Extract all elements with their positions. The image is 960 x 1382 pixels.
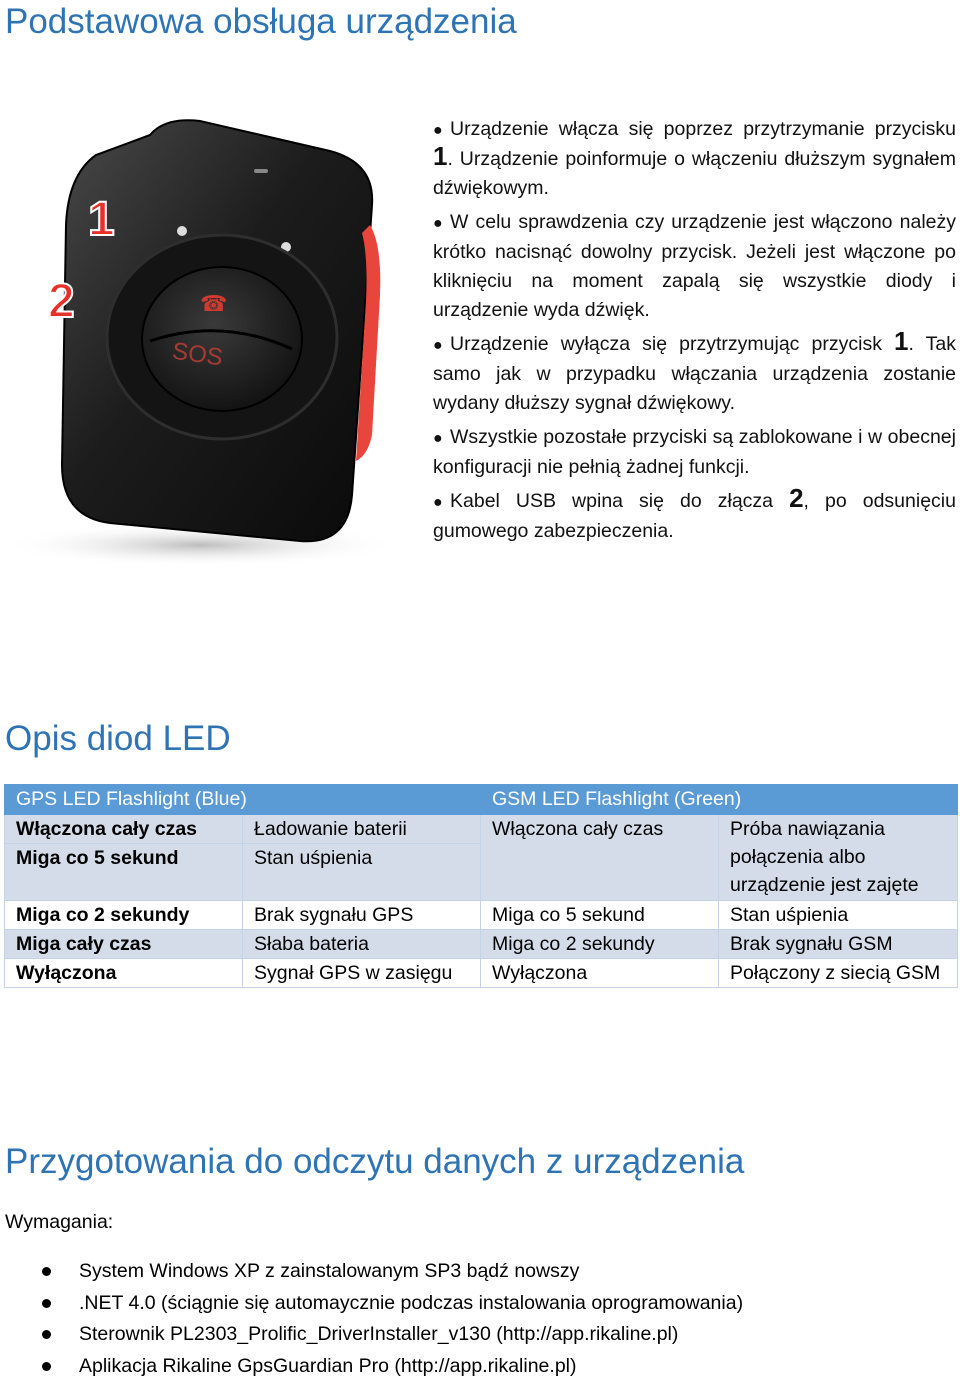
callout-number-1: 1 [88,193,115,246]
gps-meaning-cell: Ładowanie baterii [243,815,481,844]
list-item: ● Kabel USB wpina się do złącza 2, po odsunięciu gumowego zabezpieczenia. [433,487,956,546]
section-title-basic: Podstawowa obsługa urządzenia [5,2,517,42]
list-item: ● Urządzenie wyłącza się przytrzymując przycisk 1. Tak samo jak w przypadku włączania urządzenia zostanie wydany dłuższy sygnał dźwiękowy. [433,330,956,418]
bullet-icon: ● [433,424,450,453]
callout-number-2: 2 [48,275,75,328]
sos-label: SOS [171,338,225,372]
gps-state-cell: Wyłączona [5,959,243,988]
gps-state-cell: Miga co 2 sekundy [5,901,243,930]
gsm-header: GSM LED Flashlight (Green) [481,785,958,815]
list-item: ● Wszystkie pozostałe przyciski są zablokowane i w obecnej konfiguracji nie pełnią żadnej funkcji. [433,423,956,482]
list-item: ● Urządzenie włącza się poprzez przytrzymanie przycisku 1. Urządzenie poinformuje o włączeniu dłuższym sygnałem dźwiękowym. [433,115,956,203]
requirements-list [40,1256,743,1382]
gps-header: GPS LED Flashlight (Blue) [5,785,481,815]
gps-state-cell: Włączona cały czas [5,815,243,844]
sos-button [142,267,302,411]
led-description-table [4,784,958,988]
requirements-label: Wymagania: [5,1208,113,1236]
list-item: .NET 4.0 (ściągnie się automaycznie podczas instalowania oprogramowania) [40,1288,743,1320]
table-row [5,815,958,844]
list-item: Sterownik PL2303_Prolific_DriverInstaller_v130 (http://app.rikaline.pl) [40,1319,743,1351]
gsm-meaning-cell: Próba nawiązania połączenia albo urządzenie jest zajęte [719,815,958,901]
list-item: Aplikacja Rikaline GpsGuardian Pro (http://app.rikaline.pl) [40,1351,743,1382]
table-header-row [5,785,958,815]
table-row [5,930,958,959]
bullet-icon: ● [433,116,450,145]
basic-usage-list [433,115,956,551]
gps-state-cell: Miga co 5 sekund [5,844,243,901]
gps-meaning-cell: Brak sygnału GPS [243,901,481,930]
table-row [5,959,958,988]
gps-state-cell: Miga cały czas [5,930,243,959]
table-row [5,901,958,930]
phone-icon: ☎ [200,292,227,317]
bullet-icon: ● [433,209,450,238]
section-title-preparation: Przygotowania do odczytu danych z urządzenia [5,1142,744,1182]
gsm-state-cell: Wyłączona [481,959,719,988]
bullet-icon: ● [433,488,450,517]
list-item: System Windows XP z zainstalowanym SP3 bądź nowszy [40,1256,743,1288]
list-item: ● W celu sprawdzenia czy urządzenie jest włączono należy krótko nacisnąć dowolny przycisk. Jeżeli jest włączone po kliknięciu na moment zapalą się wszystkie diody i urządzenie wyda dźwięk. [433,208,956,325]
gps-meaning-cell: Sygnał GPS w zasięgu [243,959,481,988]
section-title-led: Opis diod LED [5,719,231,759]
gps-meaning-cell: Słaba bateria [243,930,481,959]
gsm-state-cell: Miga co 2 sekundy [481,930,719,959]
gps-tracker-device-image [0,105,420,570]
bullet-icon: ● [433,331,450,360]
gsm-meaning-cell: Stan uśpienia [719,901,958,930]
gsm-meaning-cell: Połączony z siecią GSM [719,959,958,988]
gsm-state-cell: Włączona cały czas [481,815,719,901]
gsm-meaning-cell: Brak sygnału GSM [719,930,958,959]
gps-meaning-cell: Stan uśpienia [243,844,481,901]
gsm-state-cell: Miga co 5 sekund [481,901,719,930]
